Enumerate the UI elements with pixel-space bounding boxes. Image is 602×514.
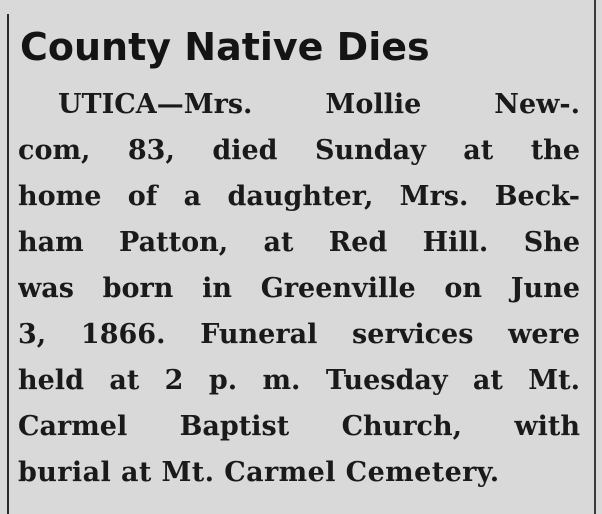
article-line: UTICA—Mrs. Mollie New-. [58, 89, 580, 120]
article-line: com, 83, died Sunday at the [18, 135, 580, 166]
left-column-rule [7, 14, 9, 514]
article-line: home of a daughter, Mrs. Beck- [18, 181, 580, 212]
article-line: 3, 1866. Funeral services were [18, 319, 580, 350]
article-line: ham Patton, at Red Hill. She [18, 227, 580, 258]
article-line: Carmel Baptist Church, with [18, 411, 580, 442]
article-line: was born in Greenville on June [18, 273, 580, 304]
right-column-rule [594, 0, 596, 514]
article-line: held at 2 p. m. Tuesday at Mt. [18, 365, 580, 396]
article-line: burial at Mt. Carmel Cemetery. [18, 457, 500, 488]
article-headline: County Native Dies [20, 25, 430, 69]
article-body [18, 82, 580, 496]
